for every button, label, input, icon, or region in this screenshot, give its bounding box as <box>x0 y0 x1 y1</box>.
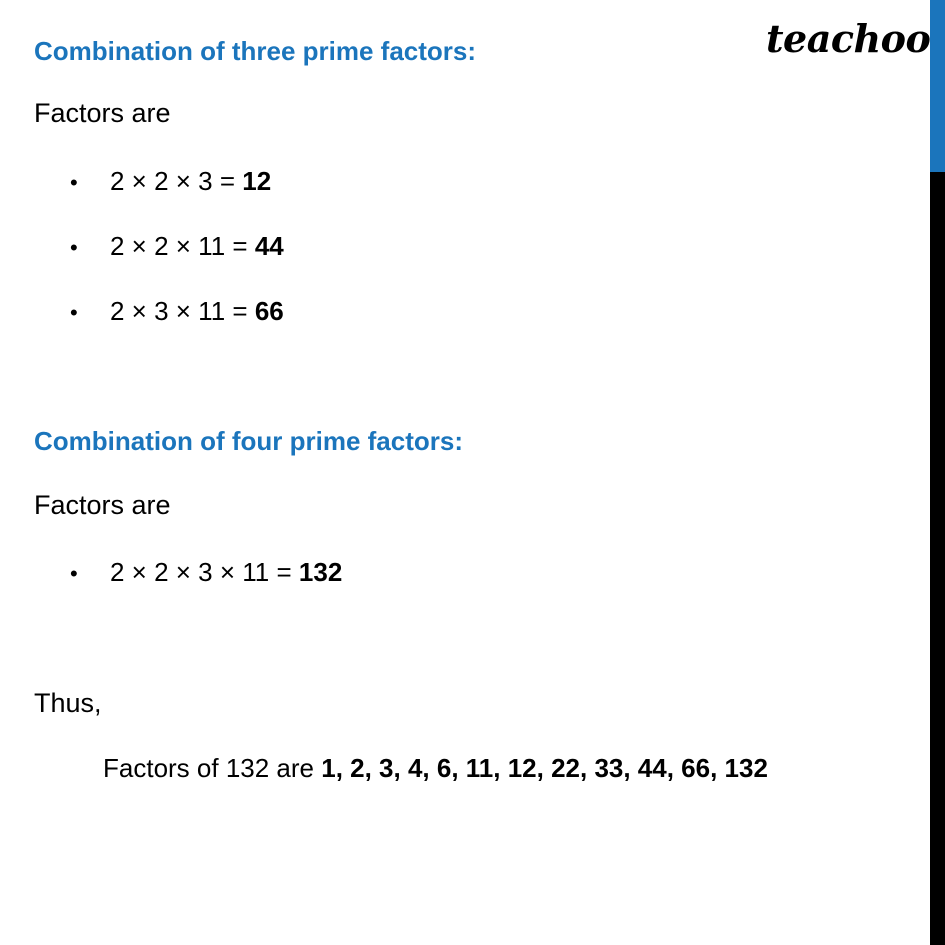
list-item <box>70 166 271 197</box>
factor-expression: 2 × 3 × 11 = <box>110 296 255 326</box>
list-item <box>70 557 342 588</box>
conclusion-line <box>103 753 768 784</box>
factor-result: 12 <box>242 166 272 196</box>
factor-result: 132 <box>298 557 343 587</box>
conclusion-prefix: Factors of 132 are <box>103 753 322 783</box>
factor-result: 44 <box>254 231 284 261</box>
scrollbar-track[interactable] <box>930 0 945 945</box>
bullet-icon: • <box>70 170 78 195</box>
factor-result: 66 <box>254 296 284 326</box>
factor-expression: 2 × 2 × 3 × 11 = <box>110 557 299 587</box>
factor-expression: 2 × 2 × 3 = <box>110 166 243 196</box>
bullet-icon: • <box>70 561 78 586</box>
thus-label: Thus, <box>34 688 102 718</box>
factor-expression: 2 × 2 × 11 = <box>110 231 255 261</box>
factors-list: 1, 2, 3, 4, 6, 11, 12, 22, 33, 44, 66, 132 <box>321 753 768 783</box>
heading-three-prime-factors: Combination of three prime factors: <box>34 36 477 66</box>
scrollbar-thumb[interactable] <box>930 0 945 172</box>
bullet-icon: • <box>70 300 78 325</box>
factors-are-label-1: Factors are <box>34 98 171 128</box>
factors-are-label-2: Factors are <box>34 490 171 520</box>
bullet-icon: • <box>70 235 78 260</box>
list-item <box>70 296 284 327</box>
teachoo-logo: teachoo <box>766 16 931 61</box>
heading-four-prime-factors: Combination of four prime factors: <box>34 426 463 456</box>
list-item <box>70 231 284 262</box>
